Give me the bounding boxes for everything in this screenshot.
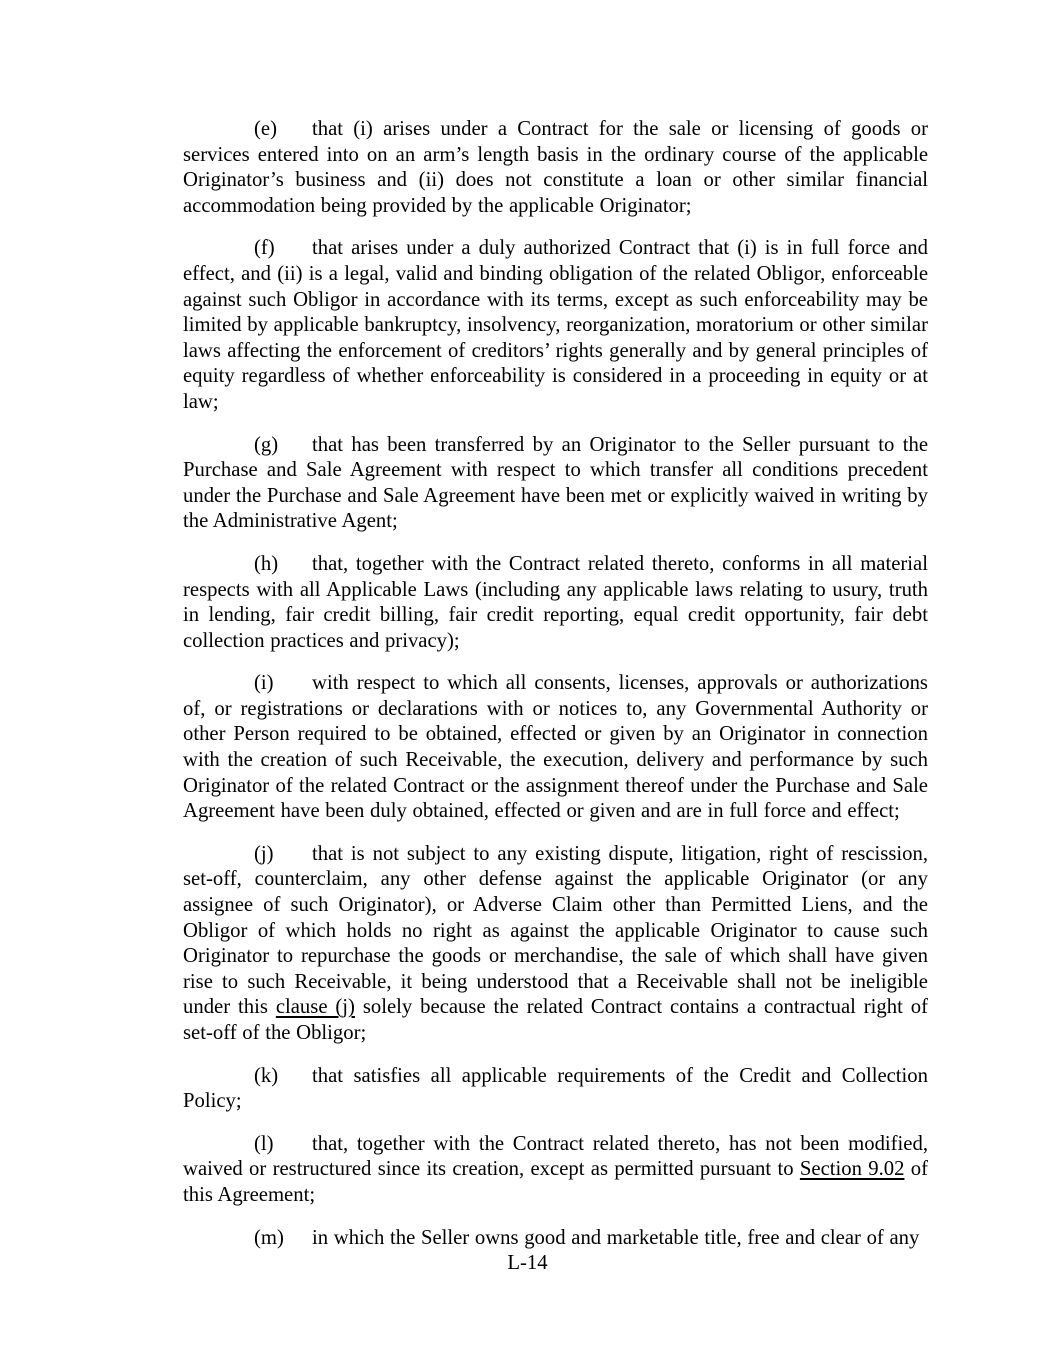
clause-text: with respect to which all consents, licenses, approvals or authorizations of, or registrations or declarations with or notices to, any Governmental Authority or other Person required to be obtained, effected or given by an Originator in connection with the creation of such Receivable, the execution, delivery and performance by such Originator of the related Contract or the assignment thereof under the Purchase and Sale Agreement have been duly obtained, effected or given and are in full force and effect;	[183, 672, 928, 823]
paragraph-f	[183, 236, 928, 415]
clause-text: that arises under a duly authorized Contract that (i) is in full force and effect, and (ii) is a legal, valid and binding obligation of the related Obligor, enforceable against such Obligor in accordance with its terms, except as such enforceability may be limited by applicable bankruptcy, insolvency, reorganization, moratorium or other similar laws affecting the enforcement of creditors’ rights generally and by general principles of equity regardless of whether enforceability is considered in a proceeding in equity or at law;	[183, 237, 928, 413]
clause-label: (k)	[254, 1064, 279, 1087]
paragraph-j	[183, 842, 928, 1047]
document-body	[183, 117, 928, 1268]
clause-text: that (i) arises under a Contract for the sale or licensing of goods or services entered into on an arm’s length basis in the ordinary course of the applicable Originator’s business and (ii) does not constitute a loan or other similar financial accommodation being provided by the applicable Originator;	[183, 118, 928, 217]
clause-text: of this Agreement;	[183, 1158, 928, 1206]
paragraph-m	[183, 1226, 928, 1252]
clause-label: (j)	[254, 842, 274, 865]
page-number: L-14	[507, 1252, 548, 1274]
clause-text: that has been transferred by an Originator to the Seller pursuant to the Purchase and Sale Agreement with respect to which transfer all conditions precedent under the Purchase and Sale Agreement have been met or explicitly waived in writing by the Administrative Agent;	[183, 433, 928, 533]
clause-text: that satisfies all applicable requirements of the Credit and Collection Policy;	[183, 1064, 928, 1113]
clause-label: (h)	[254, 552, 279, 575]
clause-text: solely because the related Contract contains a contractual right of set-off of the Obligor;	[183, 996, 928, 1044]
clause-label: (l)	[254, 1132, 274, 1155]
clause-label: (g)	[254, 433, 279, 456]
cross-reference: Section 9.02	[799, 1158, 905, 1181]
clause-text: in which the Seller owns good and marketable title, free and clear of any	[312, 1226, 920, 1249]
clause-text: that is not subject to any existing dispute, litigation, right of rescission, set-off, counterclaim, any other defense against the applicable Originator (or any assignee of such Originator), or Adverse Claim other than Permitted Liens, and the Obligor of which holds no right as against the applicable Originator to cause such Originator to repurchase the goods or merchandise, the sale of which shall have given rise to such Receivable, it being understood that a Receivable shall not be ineligible under this	[183, 842, 928, 1019]
cross-reference: clause (j)	[275, 996, 355, 1019]
paragraph-h	[183, 552, 928, 654]
paragraph-k	[183, 1064, 928, 1115]
clause-label: (m)	[254, 1226, 284, 1249]
paragraph-e	[183, 117, 928, 219]
clause-label: (f)	[254, 237, 275, 260]
clause-label: (i)	[254, 672, 274, 695]
paragraph-i	[183, 671, 928, 825]
clause-label: (e)	[254, 118, 277, 140]
paragraph-g	[183, 433, 928, 535]
clause-text: that, together with the Contract related thereto, conforms in all material respects with all Applicable Laws (including any applicable laws relating to usury, truth in lending, fair credit billing, fair credit reporting, equal credit opportunity, fair debt collection practices and privacy);	[183, 552, 928, 652]
clause-text: that, together with the Contract related thereto, has not been modified, waived or restructured since its creation, except as permitted pursuant to	[183, 1132, 928, 1181]
paragraph-l	[183, 1132, 928, 1209]
